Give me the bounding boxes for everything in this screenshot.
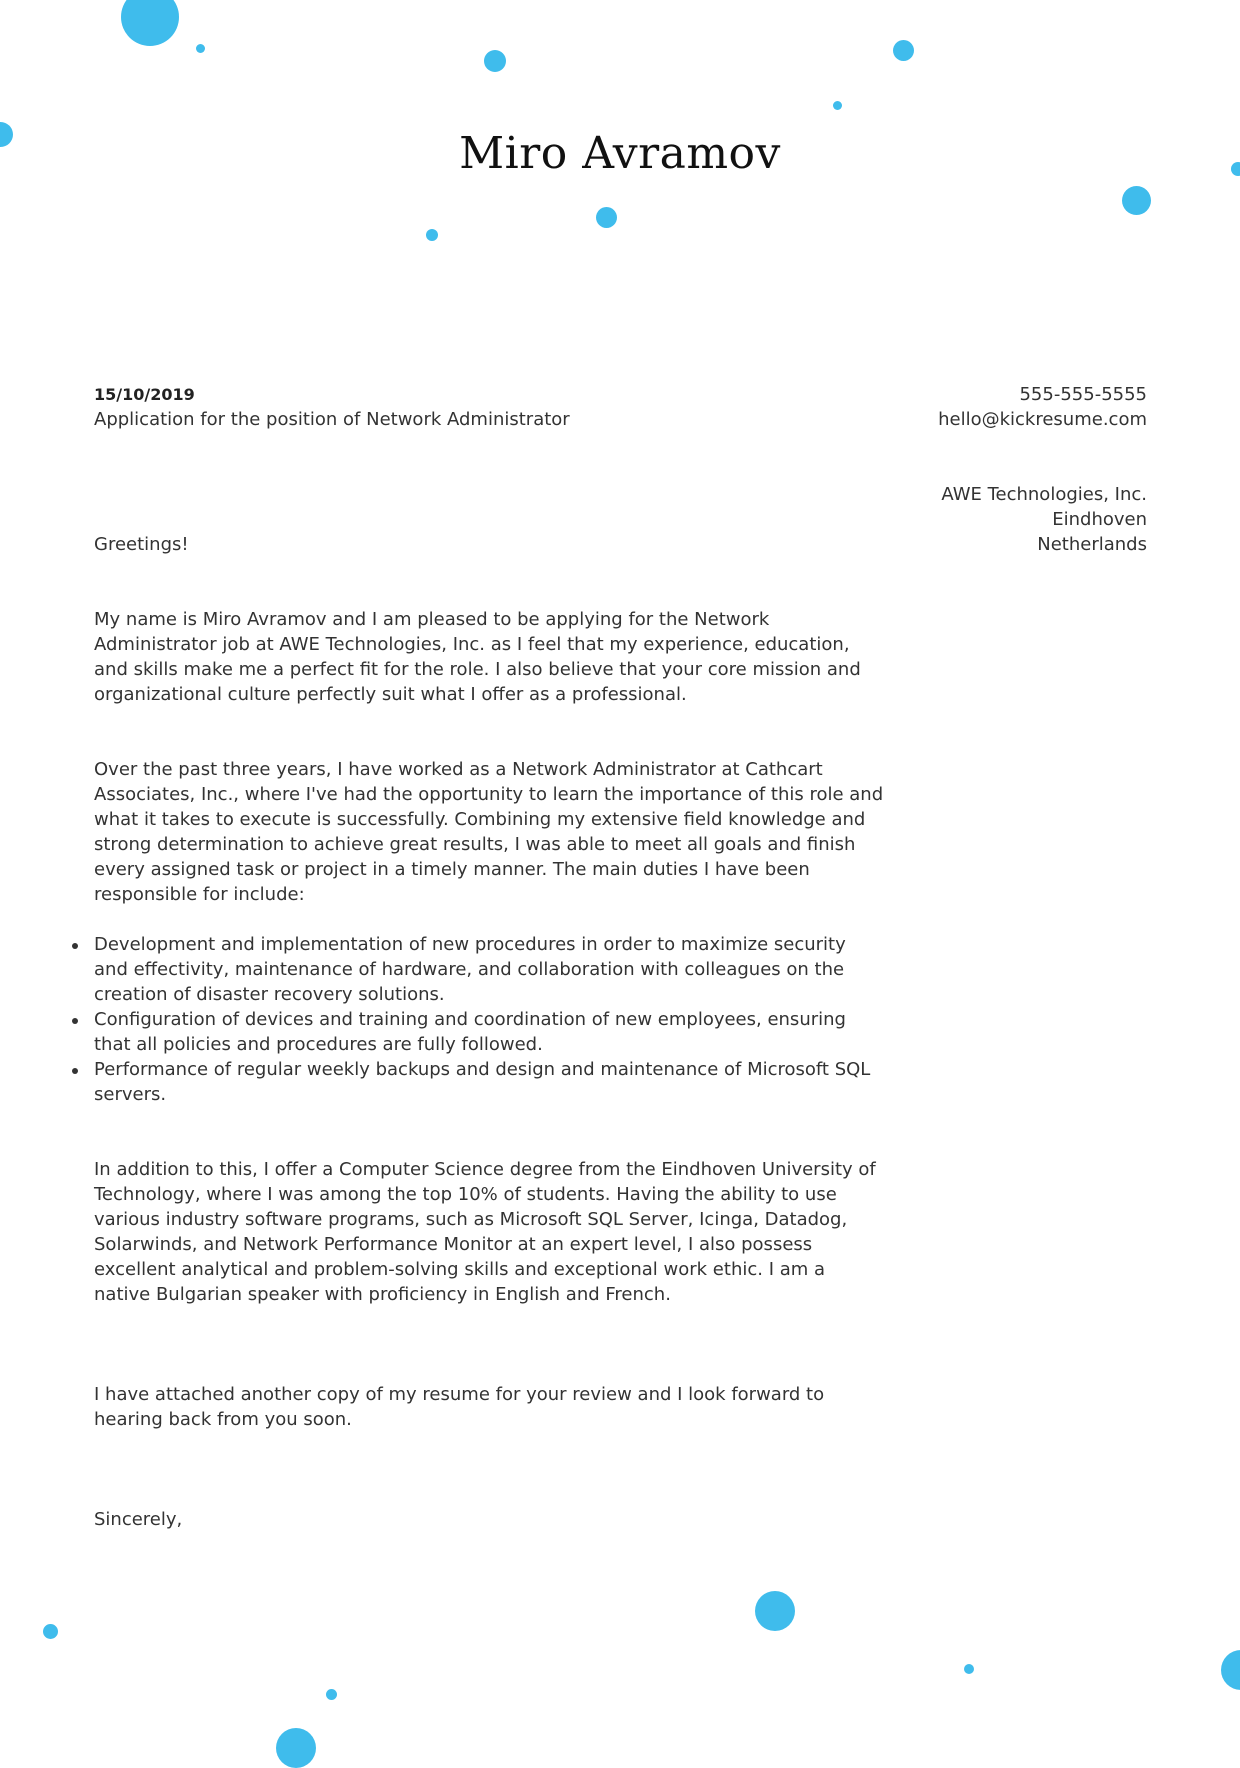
decor-dot xyxy=(964,1664,974,1674)
recipient-city: Eindhoven xyxy=(1052,509,1147,530)
decor-dot xyxy=(121,0,179,46)
recipient-company: AWE Technologies, Inc. xyxy=(941,484,1147,505)
decor-dot xyxy=(326,1689,337,1700)
decor-dot xyxy=(426,229,438,241)
decor-dot xyxy=(196,44,205,53)
decor-dot xyxy=(893,40,914,61)
letter-body xyxy=(94,532,884,1532)
spacer xyxy=(94,1107,884,1157)
email-address: hello@kickresume.com xyxy=(938,409,1147,430)
decor-dot xyxy=(484,50,506,72)
contact-block xyxy=(938,382,1147,557)
decor-dot xyxy=(43,1624,58,1639)
paragraph-experience: Over the past three years, I have worked as a Network Administrator at Cathcart Associates, Inc., where I've had the opportunity to learn the importance of this role and what it takes to execute is successfully. Combining my extensive field knowledge and strong determination to achieve great results, I was able to meet all goals and finish every assigned task or project in a timely manner. The main duties I have been responsible for include: xyxy=(94,759,884,905)
decor-dot xyxy=(596,207,617,228)
spacer xyxy=(94,707,884,757)
greeting: Greetings! xyxy=(94,534,189,555)
sign-off: Sincerely, xyxy=(94,1509,183,1530)
decor-dot xyxy=(276,1728,316,1768)
paragraph-closing: I have attached another copy of my resume for your review and I look forward to hearing back from you soon. xyxy=(94,1384,825,1430)
list-item: Development and implementation of new procedures in order to maximize security and effectivity, maintenance of hardware, and collaboration with colleagues on the creation of disaster recovery solutions. xyxy=(94,932,884,1007)
paragraph-intro: My name is Miro Avramov and I am pleased to be applying for the Network Administrator job at AWE Technologies, Inc. as I feel that my experience, education, and skills make me a perfect fit for the role. I also believe that your core mission and organizational culture perfectly suit what I offer as a professional. xyxy=(94,609,861,705)
paragraph-education: In addition to this, I offer a Computer Science degree from the Eindhoven University of Technology, where I was among the top 10% of students. Having the ability to use various industry software programs, such as Microsoft SQL Server, Icinga, Datadog, Solarwinds, and Network Performance Monitor at an expert level, I also possess excellent analytical and problem-solving skills and exceptional work ethic. I am a native Bulgarian speaker with proficiency in English and French. xyxy=(94,1159,876,1305)
spacer xyxy=(938,432,1147,482)
list-item: Configuration of devices and training and coordination of new employees, ensuring that all policies and procedures are fully followed. xyxy=(94,1007,884,1057)
letter-subject: Application for the position of Network Administrator xyxy=(94,409,570,430)
spacer xyxy=(94,1432,884,1507)
recipient-country: Netherlands xyxy=(1037,534,1147,555)
decor-dot xyxy=(1122,186,1151,215)
letter-meta xyxy=(94,382,570,432)
spacer xyxy=(94,557,884,607)
phone-number: 555-555-5555 xyxy=(1019,384,1147,405)
duties-list xyxy=(94,932,884,1107)
decor-dot xyxy=(755,1591,795,1631)
spacer xyxy=(94,1307,884,1382)
letter-date: 15/10/2019 xyxy=(94,385,195,404)
decor-dot xyxy=(833,101,842,110)
decor-dot xyxy=(1221,1650,1240,1690)
applicant-name: Miro Avramov xyxy=(459,128,781,179)
list-item: Performance of regular weekly backups and design and maintenance of Microsoft SQL servers. xyxy=(94,1057,884,1107)
